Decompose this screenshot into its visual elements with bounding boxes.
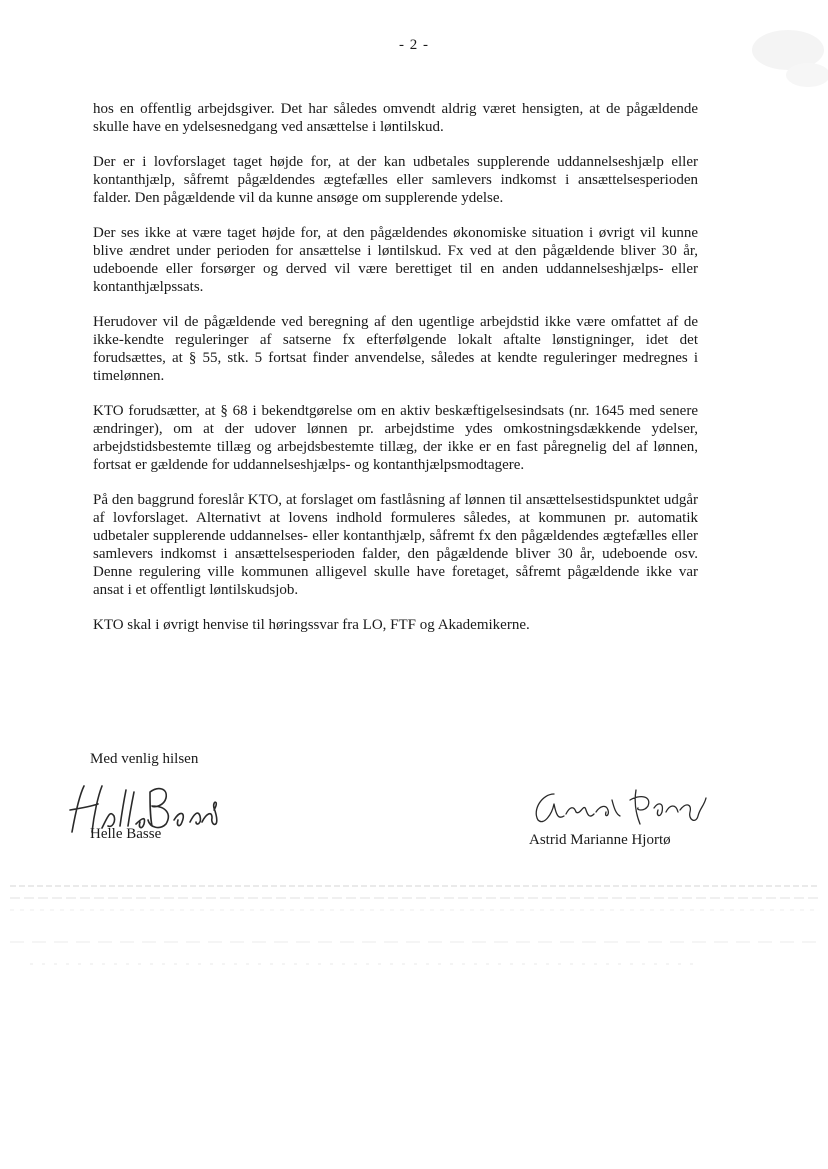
paragraph-2: Der er i lovforslaget taget højde for, at der kan udbetales supplerende uddannelseshjælp eller kontanthjælp, såfremt pågældendes ægtefælles eller samlevers indkomst i ansættelsesperioden falder. Den pågældende vil da kunne ansøge om supplerende ydelse.	[93, 154, 698, 206]
paragraph-6: På den baggrund foreslår KTO, at forslaget om fastlåsning af lønnen til ansættelsestidspunktet udgår af lovforslaget. Alternativt at lovens indhold formuleres således, at kommunen pr. automatik udbetaler supplerende uddannelses- eller kontanthjælp, såfremt fx den pågældendes ægtefælles eller samlevers indkomst i ansættelsesperioden falder, den pågældende bliver 30 år, udeboende osv. Denne regulering ville kommunen alligevel skulle have foretaget, såfremt pågældende ikke var ansat i et offentligt løntilskudsjob.	[93, 492, 698, 598]
paragraph-1: hos en offentlig arbejdsgiver. Det har således omvendt aldrig været hensigten, at de pågældende skulle have en ydelsesnedgang ved ansættelse i løntilskud.	[93, 101, 698, 135]
paragraph-4: Herudover vil de pågældende ved beregning af den ugentlige arbejdstid ikke være omfattet af de ikke-kendte reguleringer af satserne fx efterfølgende lokalt aftalte lønstigninger, idet det forudsættes, at § 55, stk. 5 fortsat finder anvendelse, således at kendte reguleringer medregnes i timelønnen.	[93, 314, 698, 384]
signature-block-right	[520, 780, 720, 850]
paragraph-5: KTO forudsætter, at § 68 i bekendtgørelse om en aktiv beskæftigelsesindsats (nr. 1645 med senere ændringer), om at der udover lønnen pr. arbejdstime ydes omkostningsdækkende ydelser, arbejdstidsbestemte tillæg og arbejdsbestemte tillæg, der ikke er en fast påregnelig del af lønnen, fortsat er gældende for uddannelseshjælps- og kontanthjælpsmodtagere.	[93, 403, 698, 473]
handwritten-signature-right	[520, 780, 720, 835]
signer-name-left: Helle Basse	[90, 826, 162, 842]
letter-body	[93, 100, 698, 651]
signature-block-left	[62, 780, 252, 850]
scan-artifact-lines	[0, 880, 828, 980]
signer-name-right: Astrid Marianne Hjortø	[529, 832, 671, 848]
scan-smudge	[708, 20, 828, 100]
paragraph-7: KTO skal i øvrigt henvise til høringssvar fra LO, FTF og Akademikerne.	[93, 617, 530, 633]
paragraph-3: Der ses ikke at være taget højde for, at den pågældendes økonomiske situation i øvrigt vil kunne blive ændret under perioden for ansættelse i løntilskud. Fx ved at den pågældende bliver 30 år, udeboende eller forsørger og derved vil være berettiget til en anden uddannelseshjælps- eller kontanthjælpssats.	[93, 225, 698, 295]
closing-greeting: Med venlig hilsen	[90, 751, 199, 767]
page-number: - 2 -	[399, 37, 429, 53]
